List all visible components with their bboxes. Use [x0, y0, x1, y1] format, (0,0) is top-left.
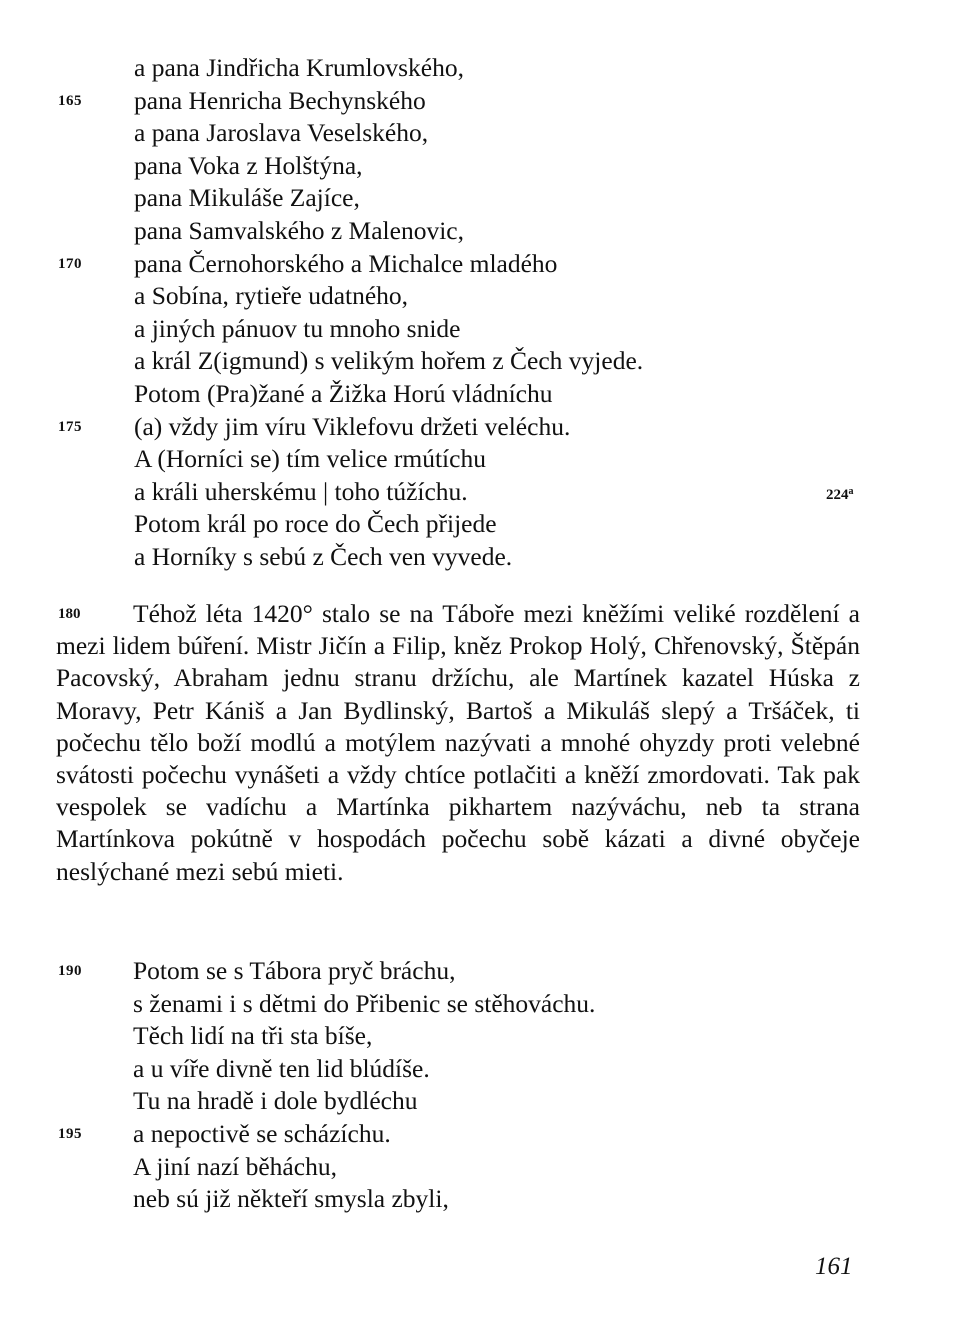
verse-line — [0, 1151, 960, 1184]
verse-text: Tu na hradě i dole bydléchu — [133, 1086, 418, 1116]
verse-text: Potom král po roce do Čech přijede — [134, 509, 497, 539]
verse-text: neb sú již někteří smysla zbyli, — [133, 1184, 449, 1214]
verse-text: a král Z(igmund) s velikým hořem z Čech vyjede. — [134, 346, 644, 376]
line-number: 170 — [58, 255, 82, 272]
line-number: 190 — [58, 963, 82, 979]
verse-text: Potom (Pra)žané a Žižka Horú vládníchu — [134, 378, 553, 408]
verse-line — [0, 955, 960, 988]
verse-line — [0, 378, 960, 411]
line-number: 165 — [58, 92, 82, 109]
verse-line — [0, 443, 960, 476]
verse-line — [0, 1183, 960, 1216]
verse-line — [0, 215, 960, 248]
line-number: 195 — [58, 1125, 82, 1142]
verse-text: a nepoctivě se scházíchu. — [133, 1118, 391, 1148]
verse-line — [0, 1118, 960, 1151]
verse-line — [0, 280, 960, 313]
verse-text: Potom se s Tábora pryč bráchu, — [133, 956, 456, 985]
verse-text: pana Voka z Holštýna, — [134, 150, 363, 180]
verse-line — [0, 1085, 960, 1118]
page-number: 161 — [815, 1253, 853, 1280]
verse-text: a králi uherskému | toho túžíchu. — [134, 476, 468, 506]
verse-text: a Horníky s sebú z Čech ven vyvede. — [134, 541, 513, 571]
manuscript-folio-note: 224$^a$ — [826, 485, 854, 503]
verse-text: a pana Jindřicha Krumlovského, — [134, 53, 464, 82]
verse-text: a u víře divně ten lid blúdíše. — [133, 1053, 430, 1083]
verse-text: pana Samvalského z Malenovic, — [134, 215, 464, 245]
verse-line — [0, 1053, 960, 1086]
verse-line — [0, 52, 960, 85]
verse-line — [0, 150, 960, 183]
verse-text: Těch lidí na tři sta bíše, — [133, 1021, 373, 1051]
verse-text: A (Horníci se) tím velice rmútíchu — [134, 444, 486, 474]
verse-block-bottom — [0, 955, 960, 1216]
verse-line — [0, 85, 960, 118]
verse-line — [0, 508, 960, 541]
verse-text: (a) vždy jim víru Viklefovu držeti veléchu. — [134, 411, 571, 441]
verse-line — [0, 541, 960, 574]
verse-block-top — [0, 52, 960, 574]
verse-text: a pana Jaroslava Veselského, — [134, 118, 429, 148]
verse-text: a Sobína, rytieře udatného, — [134, 281, 409, 311]
verse-line — [0, 345, 960, 378]
verse-text: A jiní nazí běháchu, — [133, 1151, 337, 1181]
verse-text: s ženami i s dětmi do Přibenic se stěhováchu. — [133, 988, 596, 1018]
verse-text: a jiných pánuov tu mnoho snide — [134, 313, 461, 343]
verse-line — [0, 117, 960, 150]
verse-line — [0, 411, 960, 444]
verse-text: pana Černohorského a Michalce mladého — [134, 248, 558, 278]
prose-paragraph: Téhož léta 1420° stalo se na Táboře mezi kněžími veliké rozdělení a mezi lidem búření. Mistr Jičín a Filip, kněz Prokop Holý, Chřenovský, Štěpán Pacovský, Abraham jednu stranu držíchu, ale Martínek kazatel Húska z Moravy, Petr Kániš a Jan Bydlinský, Bartoš a Mikuláš slepý a Tršáček, ti počechu tělo boží modlú a motýlem nazývati a mnohé ohyzdy proti velebné svátosti počechu vynášeti a vždy chtíce potlačiti a kněží zmordovati. Tak pak vespolek se vadíchu a Martínka pikhartem nazýváchu, neb ta strana Martínkova pokútně v hospodách počechu sobě kázati a divné obyčeje neslýchané mezi sebú mieti. — [56, 599, 860, 886]
verse-line — [0, 1020, 960, 1053]
verse-line — [0, 476, 960, 509]
verse-text: pana Henricha Bechynského — [134, 85, 426, 115]
line-number: 180 — [58, 606, 81, 622]
line-number: 175 — [58, 418, 82, 435]
verse-line — [0, 248, 960, 281]
verse-line — [0, 182, 960, 215]
verse-line — [0, 313, 960, 346]
verse-line — [0, 988, 960, 1021]
verse-text: pana Mikuláše Zajíce, — [134, 183, 360, 213]
